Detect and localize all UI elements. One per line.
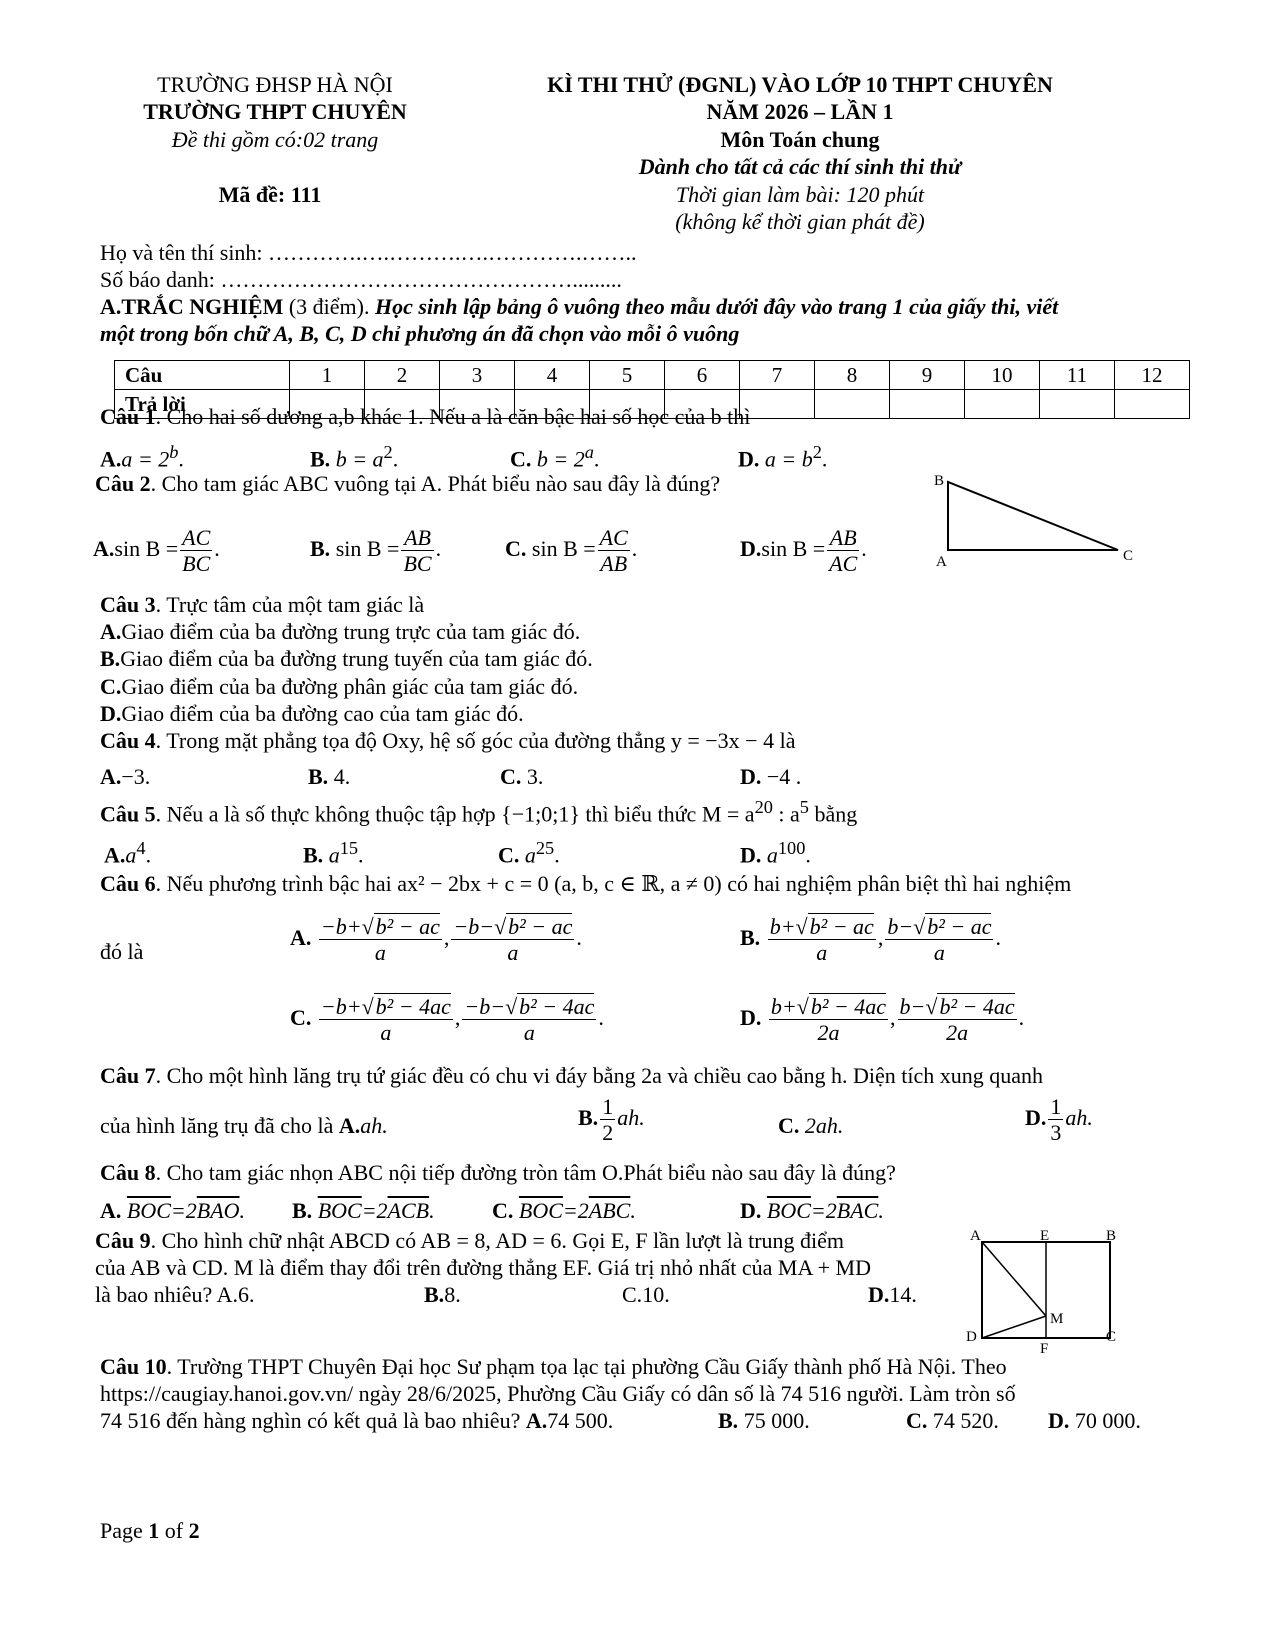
segment-am: [982, 1242, 1046, 1316]
q1-a-text: a = 2: [121, 446, 170, 472]
q5-exp1: 20: [754, 797, 773, 817]
answer-grid-header-row: [115, 361, 1190, 390]
point-label-a: A: [970, 1228, 981, 1244]
segment-dm: [982, 1316, 1046, 1338]
answer-grid-number: 4: [515, 361, 590, 390]
option-letter: A.: [216, 1282, 238, 1307]
option-letter: B.: [310, 535, 331, 561]
q3-option-c: [100, 674, 578, 699]
arc-lhs: $\overline{BOC}$: [518, 1198, 563, 1223]
q1-label: Câu 1: [100, 404, 156, 429]
arc-lhs: $\overline{BOC}$: [766, 1198, 811, 1223]
q10-text-1: . Trường THPT Chuyên Đại học Sư phạm tọa lạc tại phường Cầu Giấy thành phố Hà Nội. Theo: [166, 1354, 1007, 1379]
arc-lhs: $\overline{BOC}$: [126, 1198, 171, 1223]
q8-option-a: A. $\overline{BOC}=2\overline{BAO}$.: [100, 1198, 246, 1223]
q2-fn: sin B =: [335, 535, 400, 561]
q7-c-text: 2ah.: [804, 1113, 844, 1138]
q4-option-b: [308, 764, 350, 789]
q9-stem-1: [95, 1228, 844, 1253]
q10-stem-1: [100, 1354, 1007, 1379]
radicand: b² − 4ac: [939, 994, 1015, 1019]
numerator: 1: [1050, 1094, 1062, 1119]
q9-option-b: [424, 1282, 461, 1307]
q5-b-base: a: [328, 842, 340, 868]
q2-label: Câu 2: [95, 471, 151, 496]
arc-rhs: $\overline{BAC}$: [836, 1198, 879, 1223]
footer-page-number: 1: [148, 1518, 160, 1543]
radicand: b² − 4ac: [810, 994, 887, 1019]
option-letter: D.: [868, 1282, 890, 1307]
answer-cell: [740, 390, 815, 419]
vertex-label-c: C: [1123, 548, 1134, 564]
q9-option-c: [622, 1282, 670, 1307]
denominator: BC: [182, 551, 211, 577]
q10-stem-3: [100, 1408, 613, 1433]
numerator: [769, 994, 888, 1020]
q3-d-text: Giao điểm của ba đường cao của tam giác đó.: [121, 701, 524, 726]
q8-label: Câu 8: [100, 1160, 156, 1185]
option-letter: A.: [290, 924, 312, 950]
num-part: b+√: [769, 914, 808, 939]
q9-option-d: [868, 1282, 917, 1307]
q3-c-text: Giao điểm của ba đường phân giác của tam giác đó.: [121, 674, 579, 699]
denominator: a: [374, 940, 386, 966]
option-letter: C.: [906, 1408, 928, 1433]
option-letter: A.: [100, 764, 122, 789]
page-count: Đề thi gồm có:02 trang: [171, 127, 379, 152]
q7-label: Câu 7: [100, 1063, 156, 1088]
q4-option-a: [100, 764, 150, 789]
q8-option-c: C. $\overline{BOC}=2\overline{ABC}$.: [492, 1198, 636, 1223]
q5-stem: [100, 797, 857, 827]
q7-text: . Cho một hình lăng trụ tứ giác đều có chu vi đáy bằng 2a và chiều cao bằng h. Diện tích xung quanh: [155, 1063, 1044, 1088]
q6-stem: [100, 871, 1071, 896]
q1-d-exp: 2: [812, 442, 822, 462]
option-letter: C.: [778, 1113, 800, 1138]
option-letter: C.: [498, 842, 520, 868]
q1-option-d: D. $a = b^2$.: [738, 442, 828, 472]
q8-option-d: D. $\overline{BOC}=2\overline{BAC}$.: [740, 1198, 884, 1223]
q5-a-exp: 4: [136, 838, 146, 858]
num-part: b+√: [770, 994, 809, 1019]
option-letter: B.: [424, 1282, 445, 1307]
q3-option-a: [100, 619, 580, 644]
denominator: 2a: [946, 1020, 969, 1046]
q4-option-d: [740, 764, 801, 789]
q1-a-exp: b: [169, 442, 179, 462]
answer-cell: [1115, 390, 1190, 419]
q7-stem: [100, 1063, 1043, 1088]
q3-option-d: [100, 701, 524, 726]
option-letter: A.: [104, 842, 126, 868]
q2-fn: sin B =: [114, 535, 179, 561]
option-letter: B.: [740, 924, 761, 950]
q2-fn: sin B =: [531, 535, 596, 561]
option-letter: B.: [100, 646, 121, 671]
q8-option-b: B. $\overline{BOC}=2\overline{ACB}$.: [292, 1198, 435, 1223]
option-letter: B.: [310, 446, 331, 472]
option-letter: C.: [505, 535, 527, 561]
q10-a-text: 74 500.: [547, 1408, 614, 1433]
school-name-2: TRƯỜNG THPT CHUYÊN: [143, 99, 407, 124]
q10-option-c: [906, 1408, 999, 1433]
q6-option-b: B. $\frac{\text{b+√b² − ac}}{a}$ , $\frac{\text{b−√b² − ac}}{a}$ .: [740, 914, 1001, 966]
school-name-1: TRƯỜNG ĐHSP HÀ NỘI: [157, 72, 393, 97]
q3-a-text: Giao điểm của ba đường trung trực của tam giác đó.: [121, 619, 581, 644]
answer-grid-number: 3: [440, 361, 515, 390]
student-id-line: Số báo danh: ………………………………………….........: [100, 267, 622, 292]
num-part: b−√: [899, 994, 938, 1019]
q1-option-a: $A.a = 2^b$.: [100, 442, 184, 472]
q7-option-c: [778, 1113, 843, 1138]
fraction: [769, 994, 888, 1046]
page-footer: [100, 1518, 200, 1543]
q3-b-text: Giao điểm của ba đường trung tuyến của tam giác đó.: [120, 646, 593, 671]
exam-time-note: (không kể thời gian phát đề): [675, 209, 925, 234]
denominator: 2: [602, 1120, 614, 1146]
q6-option-a: A. $\frac{\text{−b+√b² − ac}}{a}$ , $\frac{\text{−b−√b² − ac}}{a}$ .: [290, 914, 582, 966]
q4-option-c: [500, 764, 543, 789]
answer-grid-label-answer: Trả lời: [115, 390, 290, 419]
answer-grid-number: 7: [740, 361, 815, 390]
q9-d-text: 14.: [889, 1282, 917, 1307]
option-letter: B.: [303, 842, 324, 868]
arc-rhs: $\overline{BAO}$: [196, 1198, 240, 1223]
q10-option-b: [718, 1408, 810, 1433]
q6-option-c: C. $\frac{\text{−b+√b² − 4ac}}{a}$ , $\frac{\text{−b−√b² − 4ac}}{a}$ .: [290, 994, 604, 1046]
q5-exp2: 5: [799, 797, 809, 817]
answer-cell: [815, 390, 890, 419]
option-letter: A.: [338, 1113, 361, 1138]
q4-a-text: −3.: [121, 764, 151, 789]
denominator: a: [816, 940, 828, 966]
q7-option-d: [1025, 1094, 1093, 1146]
answer-grid-number: 9: [890, 361, 965, 390]
q1-option-b: B. $b = a^2$.: [310, 442, 399, 472]
section-a-heading: [100, 294, 1058, 319]
q10-label: Câu 10: [100, 1354, 167, 1379]
q5-b-exp: 15: [339, 838, 359, 858]
exam-year: NĂM 2026 – LẦN 1: [706, 99, 894, 124]
fraction: [180, 525, 212, 577]
num-part: −b−√: [453, 914, 507, 939]
denominator: BC: [403, 551, 432, 577]
triangle-abc: [948, 482, 1118, 550]
fraction: [319, 914, 442, 966]
numerator: AB: [827, 525, 859, 551]
q10-option-d: [1048, 1408, 1141, 1433]
option-letter: D.: [740, 764, 762, 789]
option-letter: D.: [740, 1004, 762, 1030]
q8-text: . Cho tam giác nhọn ABC nội tiếp đường tròn tâm O.Phát biểu nào sau đây là đúng?: [155, 1160, 896, 1185]
q7-a-text: ah.: [360, 1113, 388, 1138]
option-letter: C.: [492, 1198, 514, 1223]
fraction: [319, 994, 453, 1046]
denominator: a: [523, 1020, 535, 1046]
exam-subject: Môn Toán chung: [720, 127, 880, 152]
footer-prefix: Page: [100, 1518, 149, 1543]
denominator: 3: [1050, 1120, 1062, 1146]
q4-text: . Trong mặt phẳng tọa độ Oxy, hệ số góc của đường thẳng y = −3x − 4 là: [155, 728, 796, 753]
radicand: b² − 4ac: [519, 994, 595, 1019]
vertex-label-a: A: [936, 554, 947, 570]
q5-option-a: $A.a^4$.: [104, 838, 152, 868]
q10-stem-2: https://caugiay.hanoi.gov.vn/ ngày 28/6/2025, Phường Cầu Giấy có dân số là 74 516 người. Làm tròn số: [100, 1381, 1016, 1406]
option-letter: D.: [1025, 1104, 1047, 1130]
q2-triangle-figure: [930, 470, 1140, 580]
answer-grid-label-question: Câu: [115, 361, 290, 390]
fraction: [768, 914, 876, 966]
q7-lead: của hình lăng trụ đã cho là: [100, 1113, 339, 1138]
option-letter: A.: [525, 1408, 548, 1433]
numerator: [462, 994, 596, 1020]
q7-d-tail: ah.: [1065, 1104, 1093, 1130]
fraction: [598, 525, 630, 577]
answer-grid-number: 2: [365, 361, 440, 390]
q5-d-base: a: [766, 842, 778, 868]
option-letter: A.: [100, 619, 122, 644]
exam-code: Mã đề: 111: [218, 182, 322, 207]
numerator: AC: [599, 525, 628, 550]
option-letter: D.: [740, 535, 762, 561]
answer-cell: [965, 390, 1040, 419]
q2-text: . Cho tam giác ABC vuông tại A. Phát biểu nào sau đây là đúng?: [150, 471, 721, 496]
q6-text: . Nếu phương trình bậc hai ax² − 2bx + c = 0 (a, b, c ∈ ℝ, a ≠ 0) có hai nghiệm phân biệt thì hai nghiệm: [155, 871, 1072, 896]
q3-text: . Trực tâm của một tam giác là: [155, 592, 425, 617]
q1-b-exp: 2: [383, 442, 393, 462]
fraction: [401, 525, 433, 577]
footer-of: of: [159, 1518, 189, 1543]
denominator: a: [507, 940, 519, 966]
option-letter: B.: [292, 1198, 313, 1223]
q6-option-d: D. $\frac{\text{b+√b² − 4ac}}{2a}$ , $\frac{\text{b−√b² − 4ac}}{2a}$ .: [740, 994, 1025, 1046]
q5-mid: : a: [772, 801, 800, 827]
option-letter: C.: [100, 674, 122, 699]
answer-cell: [890, 390, 965, 419]
answer-grid-number: 1: [290, 361, 365, 390]
point-label-d: D: [966, 1329, 977, 1345]
q9-label: Câu 9: [95, 1228, 151, 1253]
q10-c-text: 74 520.: [932, 1408, 999, 1433]
option-letter: B.: [308, 764, 329, 789]
student-name-line: Họ và tên thí sinh: ………….….……….….………….……..: [100, 240, 637, 265]
vertex-label-b: B: [934, 473, 945, 489]
q4-d-text: −4 .: [766, 764, 802, 789]
q7-option-b: [578, 1094, 645, 1146]
denominator: a: [380, 1020, 392, 1046]
numerator: [885, 914, 993, 940]
q6-lead: đó là: [100, 939, 144, 964]
q4-label: Câu 4: [100, 728, 156, 753]
q5-d-exp: 100: [777, 838, 806, 858]
option-letter: D.: [100, 701, 122, 726]
answer-grid-number: 12: [1115, 361, 1190, 390]
fraction: [898, 994, 1017, 1046]
q5-option-c: C. $a^{25}$.: [498, 838, 560, 868]
option-letter: D.: [1048, 1408, 1070, 1433]
q1-option-c: C. $b = 2^a$.: [510, 442, 600, 472]
answer-cell: [1040, 390, 1115, 419]
fraction: [885, 914, 993, 966]
q2-option-c: C. sin B = $\frac{AC}{AB}$ .: [505, 525, 638, 577]
q5-label: Câu 5: [100, 801, 156, 827]
q7-b-tail: ah.: [617, 1104, 645, 1130]
q1-d-text: a = b: [764, 446, 813, 472]
answer-grid-number: 8: [815, 361, 890, 390]
option-letter: C.: [500, 764, 522, 789]
numerator: [319, 914, 442, 940]
option-letter: B.: [718, 1408, 739, 1433]
q1-b-text: b = a: [335, 446, 384, 472]
q9-c-text: 10.: [642, 1282, 670, 1307]
arc-rhs: $\overline{ABC}$: [588, 1198, 631, 1223]
option-letter: D.: [738, 446, 760, 472]
option-letter: A.: [100, 1198, 122, 1223]
section-a-points: (3 điểm).: [283, 294, 375, 319]
point-label-e: E: [1040, 1228, 1050, 1244]
point-label-m: M: [1050, 1311, 1064, 1327]
q9-rectangle-figure: [960, 1225, 1130, 1355]
option-letter: C.: [290, 1004, 312, 1030]
numerator: 1: [602, 1094, 614, 1119]
point-label-b: B: [1106, 1228, 1117, 1244]
answer-grid-number: 5: [590, 361, 665, 390]
radicand: b² − ac: [508, 914, 573, 939]
q5-option-d: D. $a^{100}$.: [740, 838, 811, 868]
q9-stem-3: [95, 1282, 254, 1307]
option-letter: D.: [740, 842, 762, 868]
answer-grid-number: 6: [665, 361, 740, 390]
q5-c-base: a: [524, 842, 536, 868]
denominator: AC: [829, 551, 858, 577]
numerator: AB: [401, 525, 433, 551]
q1-c-text: b = 2: [536, 446, 585, 472]
q9-b-text: 8.: [444, 1282, 461, 1307]
q2-stem: [95, 471, 720, 496]
option-letter: B.: [578, 1104, 599, 1130]
option-letter: A.: [100, 446, 122, 472]
q3-option-b: [100, 646, 593, 671]
q10-text-3: 74 516 đến hàng nghìn có kết quả là bao nhiêu?: [100, 1408, 526, 1433]
exam-audience: Dành cho tất cả các thí sinh thi thử: [638, 154, 962, 179]
q2-option-b: B. sin B = $\frac{AB}{BC}$ .: [310, 525, 442, 577]
q1-c-exp: a: [584, 442, 594, 462]
fraction: [827, 525, 859, 577]
q2-fn: sin B =: [761, 535, 826, 561]
option-letter: A.: [93, 535, 115, 561]
q4-c-text: 3.: [526, 764, 544, 789]
q9-text-3: là bao nhiêu?: [95, 1282, 213, 1307]
q1-text: . Cho hai số dương a,b khác 1. Nếu a là căn bậc hai số học của b thì: [155, 404, 751, 429]
point-label-c: C: [1106, 1329, 1117, 1345]
numerator: [451, 914, 574, 940]
radicand: b² − ac: [809, 914, 874, 939]
fraction: [462, 994, 596, 1046]
num-part: −b+√: [320, 994, 374, 1019]
q9-stem-2: của AB và CD. M là điểm thay đổi trên đường thẳng EF. Giá trị nhỏ nhất của MA + MD: [95, 1255, 871, 1280]
radicand: b² − ac: [927, 914, 992, 939]
section-a-title: A.TRẮC NGHIỆM: [100, 294, 284, 319]
exam-title: KÌ THI THỬ (ĐGNL) VÀO LỚP 10 THPT CHUYÊN: [547, 72, 1053, 97]
q5-c-exp: 25: [535, 838, 555, 858]
radicand: b² − 4ac: [375, 994, 451, 1019]
answer-grid-number: 10: [965, 361, 1040, 390]
q5-option-b: B. $a^{15}$.: [303, 838, 364, 868]
q7-options-line: [100, 1113, 388, 1138]
q2-option-d: D.sin B = $\frac{AB}{AC}$ .: [740, 525, 867, 577]
denominator: 2a: [817, 1020, 840, 1046]
section-a-instruction-2: một trong bốn chữ A, B, C, D chỉ phương án đã chọn vào mỗi ô vuông: [100, 321, 740, 346]
q4-b-text: 4.: [333, 764, 351, 789]
q5-tail: bằng: [808, 801, 858, 827]
section-a-instruction-1: Học sinh lập bảng ô vuông theo mẫu dưới đây vào trang 1 của giấy thi, viết: [375, 294, 1059, 319]
q10-b-text: 75 000.: [743, 1408, 810, 1433]
num-part: −b+√: [320, 914, 374, 939]
option-letter: C.: [622, 1282, 643, 1307]
q9-text-1: . Cho hình chữ nhật ABCD có AB = 8, AD = 6. Gọi E, F lần lượt là trung điểm: [150, 1228, 845, 1253]
point-label-f: F: [1040, 1341, 1049, 1357]
q6-label: Câu 6: [100, 871, 156, 896]
numerator: [898, 994, 1017, 1020]
q1-stem: [100, 404, 750, 429]
fraction: [600, 1094, 615, 1146]
q3-label: Câu 3: [100, 592, 156, 617]
q5-a-base: a: [125, 842, 137, 868]
denominator: a: [933, 940, 945, 966]
numerator: [319, 994, 453, 1020]
option-letter: C.: [510, 446, 532, 472]
numerator: AC: [182, 525, 211, 550]
exam-time: Thời gian làm bài: 120 phút: [675, 182, 925, 207]
arc-lhs: $\overline{BOC}$: [317, 1198, 362, 1223]
option-letter: D.: [740, 1198, 762, 1223]
q2-option-a: A.sin B = $\frac{AC}{BC}$ .: [93, 525, 220, 577]
num-part: b−√: [887, 914, 926, 939]
q5-text: . Nếu a là số thực không thuộc tập hợp {−1;0;1} thì biểu thức M = a: [155, 801, 755, 827]
q4-stem: [100, 728, 795, 753]
answer-grid-number: 11: [1040, 361, 1115, 390]
q9-a-text: 6.: [237, 1282, 255, 1307]
q10-d-text: 70 000.: [1074, 1408, 1141, 1433]
q8-stem: [100, 1160, 896, 1185]
fraction: [1048, 1094, 1063, 1146]
fraction: [451, 914, 574, 966]
footer-page-total: 2: [188, 1518, 200, 1543]
numerator: [768, 914, 876, 940]
q3-stem: [100, 592, 424, 617]
denominator: AB: [600, 551, 628, 577]
num-part: −b−√: [464, 994, 518, 1019]
radicand: b² − ac: [375, 914, 440, 939]
arc-rhs: $\overline{ACB}$: [387, 1198, 430, 1223]
